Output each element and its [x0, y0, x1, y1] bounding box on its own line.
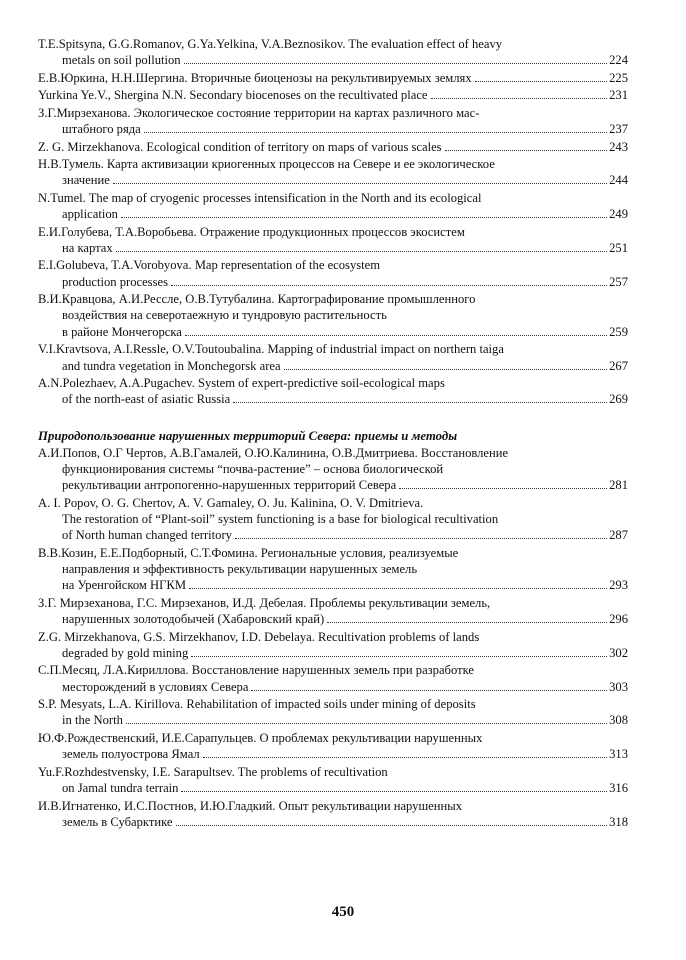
toc-entry-text: N.Tumel. The map of cryogenic processes intensification in the North and its ecological [38, 190, 482, 205]
toc-entry [38, 495, 628, 544]
dot-leader [235, 538, 607, 539]
toc-entry-text: on Jamal tundra terrain [62, 781, 179, 796]
dot-leader [181, 791, 607, 792]
dot-leader [399, 488, 607, 489]
dot-leader [475, 81, 607, 82]
toc-entry-last-line [38, 52, 628, 68]
dot-leader [113, 183, 607, 184]
toc-entry-last-line [38, 358, 628, 374]
toc-entry-page: 293 [609, 578, 628, 593]
toc-entry-text: Е.В.Юркина, Н.Н.Шергина. Вторичные биоценозы на рекультивируемых землях [38, 70, 472, 85]
dot-leader [185, 335, 607, 336]
toc-entry-text: функционирования системы “почва-растение” – основа биологической [62, 461, 444, 476]
toc-entry-text: В.И.Кравцова, А.И.Ресслe, О.В.Тутубалина. Картографирование промышленного [38, 292, 476, 307]
toc-entry-page: 249 [609, 207, 628, 222]
toc-entry [38, 156, 628, 189]
dot-leader [176, 825, 608, 826]
toc-entry-text: месторождений в условиях Севера [62, 679, 249, 694]
toc-entry-text: and tundra vegetation in Monchegorsk area [62, 358, 281, 373]
toc-entry-text: V.I.Kravtsova, A.I.Ressle, O.V.Toutoubalina. Mapping of industrial impact on northern taiga [38, 342, 504, 357]
toc-entry [38, 545, 628, 594]
dot-leader [121, 217, 607, 218]
toc-entry-last-line [38, 577, 628, 593]
toc-entry [38, 257, 628, 290]
toc-list-top [38, 36, 628, 408]
toc-entry-text: Z. G. Mirzekhanova. Ecological condition of territory on maps of various scales [38, 139, 442, 154]
toc-entry-text: на Уренгойском НГКМ [62, 578, 187, 593]
table-of-contents-page [38, 36, 628, 831]
toc-entry-last-line [38, 477, 628, 493]
toc-entry-last-line [38, 87, 628, 103]
toc-entry-last-line [38, 139, 628, 155]
toc-entry-page: 318 [609, 814, 628, 829]
toc-entry-page: 259 [609, 324, 628, 339]
toc-entry [38, 341, 628, 374]
toc-entry-page: 296 [609, 612, 628, 627]
toc-entry-text: В.В.Козин, Е.Е.Подборный, С.Т.Фомина. Региональные условия, реализуемые [38, 545, 459, 560]
toc-entry-text: И.В.Игнатенко, И.С.Постнов, И.Ю.Гладкий. Опыт рекультивации нарушенных [38, 798, 463, 813]
toc-entry [38, 139, 628, 155]
toc-entry-last-line [38, 611, 628, 627]
toc-entry-page: 269 [609, 392, 628, 407]
toc-entry [38, 291, 628, 340]
toc-entry-text: Z.G. Mirzekhanova, G.S. Mirzekhanov, I.D. Debelaya. Recultivation problems of lands [38, 629, 480, 644]
toc-entry-text: degraded by gold mining [62, 645, 189, 660]
toc-entry-text: application [62, 207, 118, 222]
toc-entry-last-line [38, 206, 628, 222]
toc-entry [38, 70, 628, 86]
dot-leader [191, 656, 607, 657]
dot-leader [126, 723, 607, 724]
toc-entry-page: 231 [609, 88, 628, 103]
toc-entry-text: The restoration of “Plant-soil” system functioning is a base for biological recultivation [62, 511, 499, 526]
toc-entry-text: значение [62, 173, 110, 188]
toc-entry-last-line [38, 814, 628, 830]
toc-entry [38, 87, 628, 103]
toc-entry-text: Yu.F.Rozhdestvensky, I.E. Sarapultsev. The problems of recultivation [38, 764, 388, 779]
toc-entry-text: направления и эффективность рекультивации нарушенных земель [62, 562, 418, 577]
dot-leader [116, 251, 607, 252]
toc-entry-text: нарушенных золотодобычей (Хабаровский край) [62, 612, 325, 627]
toc-entry-text: Yurkina Ye.V., Shergina N.N. Secondary biocenoses on the recultivated place [38, 88, 428, 103]
dot-leader [284, 369, 608, 370]
toc-entry-last-line [38, 172, 628, 188]
toc-entry-page: 287 [609, 528, 628, 543]
toc-entry-text: T.E.Spitsyna, G.G.Romanov, G.Ya.Yelkina, V.A.Beznosikov. The evaluation effect of heavy [38, 37, 503, 51]
toc-entry-text: A. I. Popov, O. G. Chertov, A. V. Gamaley, O. Ju. Kalinina, O. V. Dmitrieva. [38, 495, 424, 510]
toc-entry-text: S.P. Mesyats, L.A. Kirillova. Rehabilitation of impacted soils under mining of deposits [38, 697, 476, 712]
toc-entry [38, 764, 628, 797]
toc-entry-page: 257 [609, 274, 628, 289]
toc-entry-text: в районе Мончегорска [62, 324, 182, 339]
toc-entry-page: 316 [609, 781, 628, 796]
toc-entry-last-line [38, 645, 628, 661]
toc-entry-text: Н.В.Тумель. Карта активизации криогенных процессов на Севере и ее экологическое [38, 157, 495, 172]
page-number: 450 [331, 904, 355, 920]
toc-entry-text: E.I.Golubeva, T.A.Vorobyova. Map representation of the ecosystem [38, 258, 381, 273]
dot-leader [233, 402, 607, 403]
toc-entry-text: A.N.Polezhaev, A.A.Pugachev. System of expert-predictive soil-ecological maps [38, 376, 445, 390]
toc-entry [38, 224, 628, 257]
toc-entry-text: production processes [62, 274, 168, 289]
dot-leader [431, 98, 608, 99]
toc-entry-last-line [38, 274, 628, 290]
toc-entry-last-line [38, 391, 628, 407]
toc-entry-text: Ю.Ф.Рождественский, И.Е.Сарапульцев. О проблемах рекультивации нарушенных [38, 730, 483, 745]
dot-leader [189, 588, 607, 589]
toc-entry-text: С.П.Месяц, Л.А.Кириллова. Восстановление нарушенных земель при разработке [38, 663, 474, 678]
toc-entry [38, 696, 628, 729]
toc-entry-text: на картах [62, 240, 113, 255]
toc-entry-text: штабного ряда [62, 122, 141, 137]
dot-leader [251, 690, 607, 691]
toc-entry-page: 303 [609, 679, 628, 694]
dot-leader [203, 757, 607, 758]
toc-entry-text: рекультивации антропогенно-нарушенных территорий Севера [62, 478, 397, 493]
toc-entry-last-line [38, 746, 628, 762]
toc-entry-page: 225 [609, 70, 628, 85]
toc-entry-page: 224 [609, 53, 628, 68]
toc-entry-page: 267 [609, 358, 628, 373]
dot-leader [171, 285, 607, 286]
toc-entry [38, 36, 628, 69]
toc-entry-last-line [38, 70, 628, 86]
toc-entry-page: 281 [609, 478, 628, 493]
toc-entry [38, 105, 628, 138]
dot-leader [445, 150, 608, 151]
toc-entry-text: metals on soil pollution [62, 53, 181, 68]
toc-entry-last-line [38, 679, 628, 695]
dot-leader [144, 132, 607, 133]
toc-entry-page: 251 [609, 240, 628, 255]
toc-entry-last-line [38, 324, 628, 340]
toc-entry-last-line [38, 240, 628, 256]
dot-leader [184, 63, 608, 64]
toc-entry [38, 662, 628, 695]
toc-entry-text: земель в Субарктике [62, 814, 173, 829]
toc-entry-page: 308 [609, 713, 628, 728]
toc-entry-last-line [38, 527, 628, 543]
toc-entry-text: А.И.Попов, О.Г Чертов, А.В.Гамалей, О.Ю.Калинина, О.В.Дмитриева. Восстановление [38, 445, 509, 460]
toc-entry-text: З.Г. Мирзеханова, Г.С. Мирзеханов, И.Д. Дебелая. Проблемы рекультивации земель, [38, 595, 491, 610]
toc-entry-page: 237 [609, 122, 628, 137]
toc-entry [38, 730, 628, 763]
toc-entry-page: 302 [609, 645, 628, 660]
toc-entry-text: воздействия на северотаежную и тундровую растительность [62, 308, 387, 323]
toc-entry [38, 445, 628, 494]
toc-entry-text: of the north-east of asiatic Russia [62, 392, 231, 407]
toc-entry-page: 313 [609, 747, 628, 762]
toc-entry [38, 629, 628, 662]
toc-entry [38, 190, 628, 223]
toc-entry-last-line [38, 121, 628, 137]
toc-entry [38, 595, 628, 628]
section-title: Природопользование нарушенных территорий Севера: приемы и методы [38, 428, 458, 443]
toc-entry-text: in the North [62, 713, 123, 728]
toc-entry-last-line [38, 780, 628, 796]
toc-entry-last-line [38, 712, 628, 728]
toc-entry [38, 375, 628, 408]
toc-entry-page: 243 [609, 139, 628, 154]
toc-entry-text: of North human changed territory [62, 528, 232, 543]
toc-entry-page: 244 [609, 173, 628, 188]
toc-list-bottom [38, 445, 628, 831]
toc-entry [38, 798, 628, 831]
toc-entry-text: Е.И.Голубева, Т.А.Воробьева. Отражение продукционных процессов экосистем [38, 224, 465, 239]
toc-entry-text: З.Г.Мирзеханова. Экологическое состояние территории на картах различного мас- [38, 105, 480, 120]
toc-entry-text: земель полуострова Ямал [62, 747, 200, 762]
dot-leader [327, 622, 607, 623]
